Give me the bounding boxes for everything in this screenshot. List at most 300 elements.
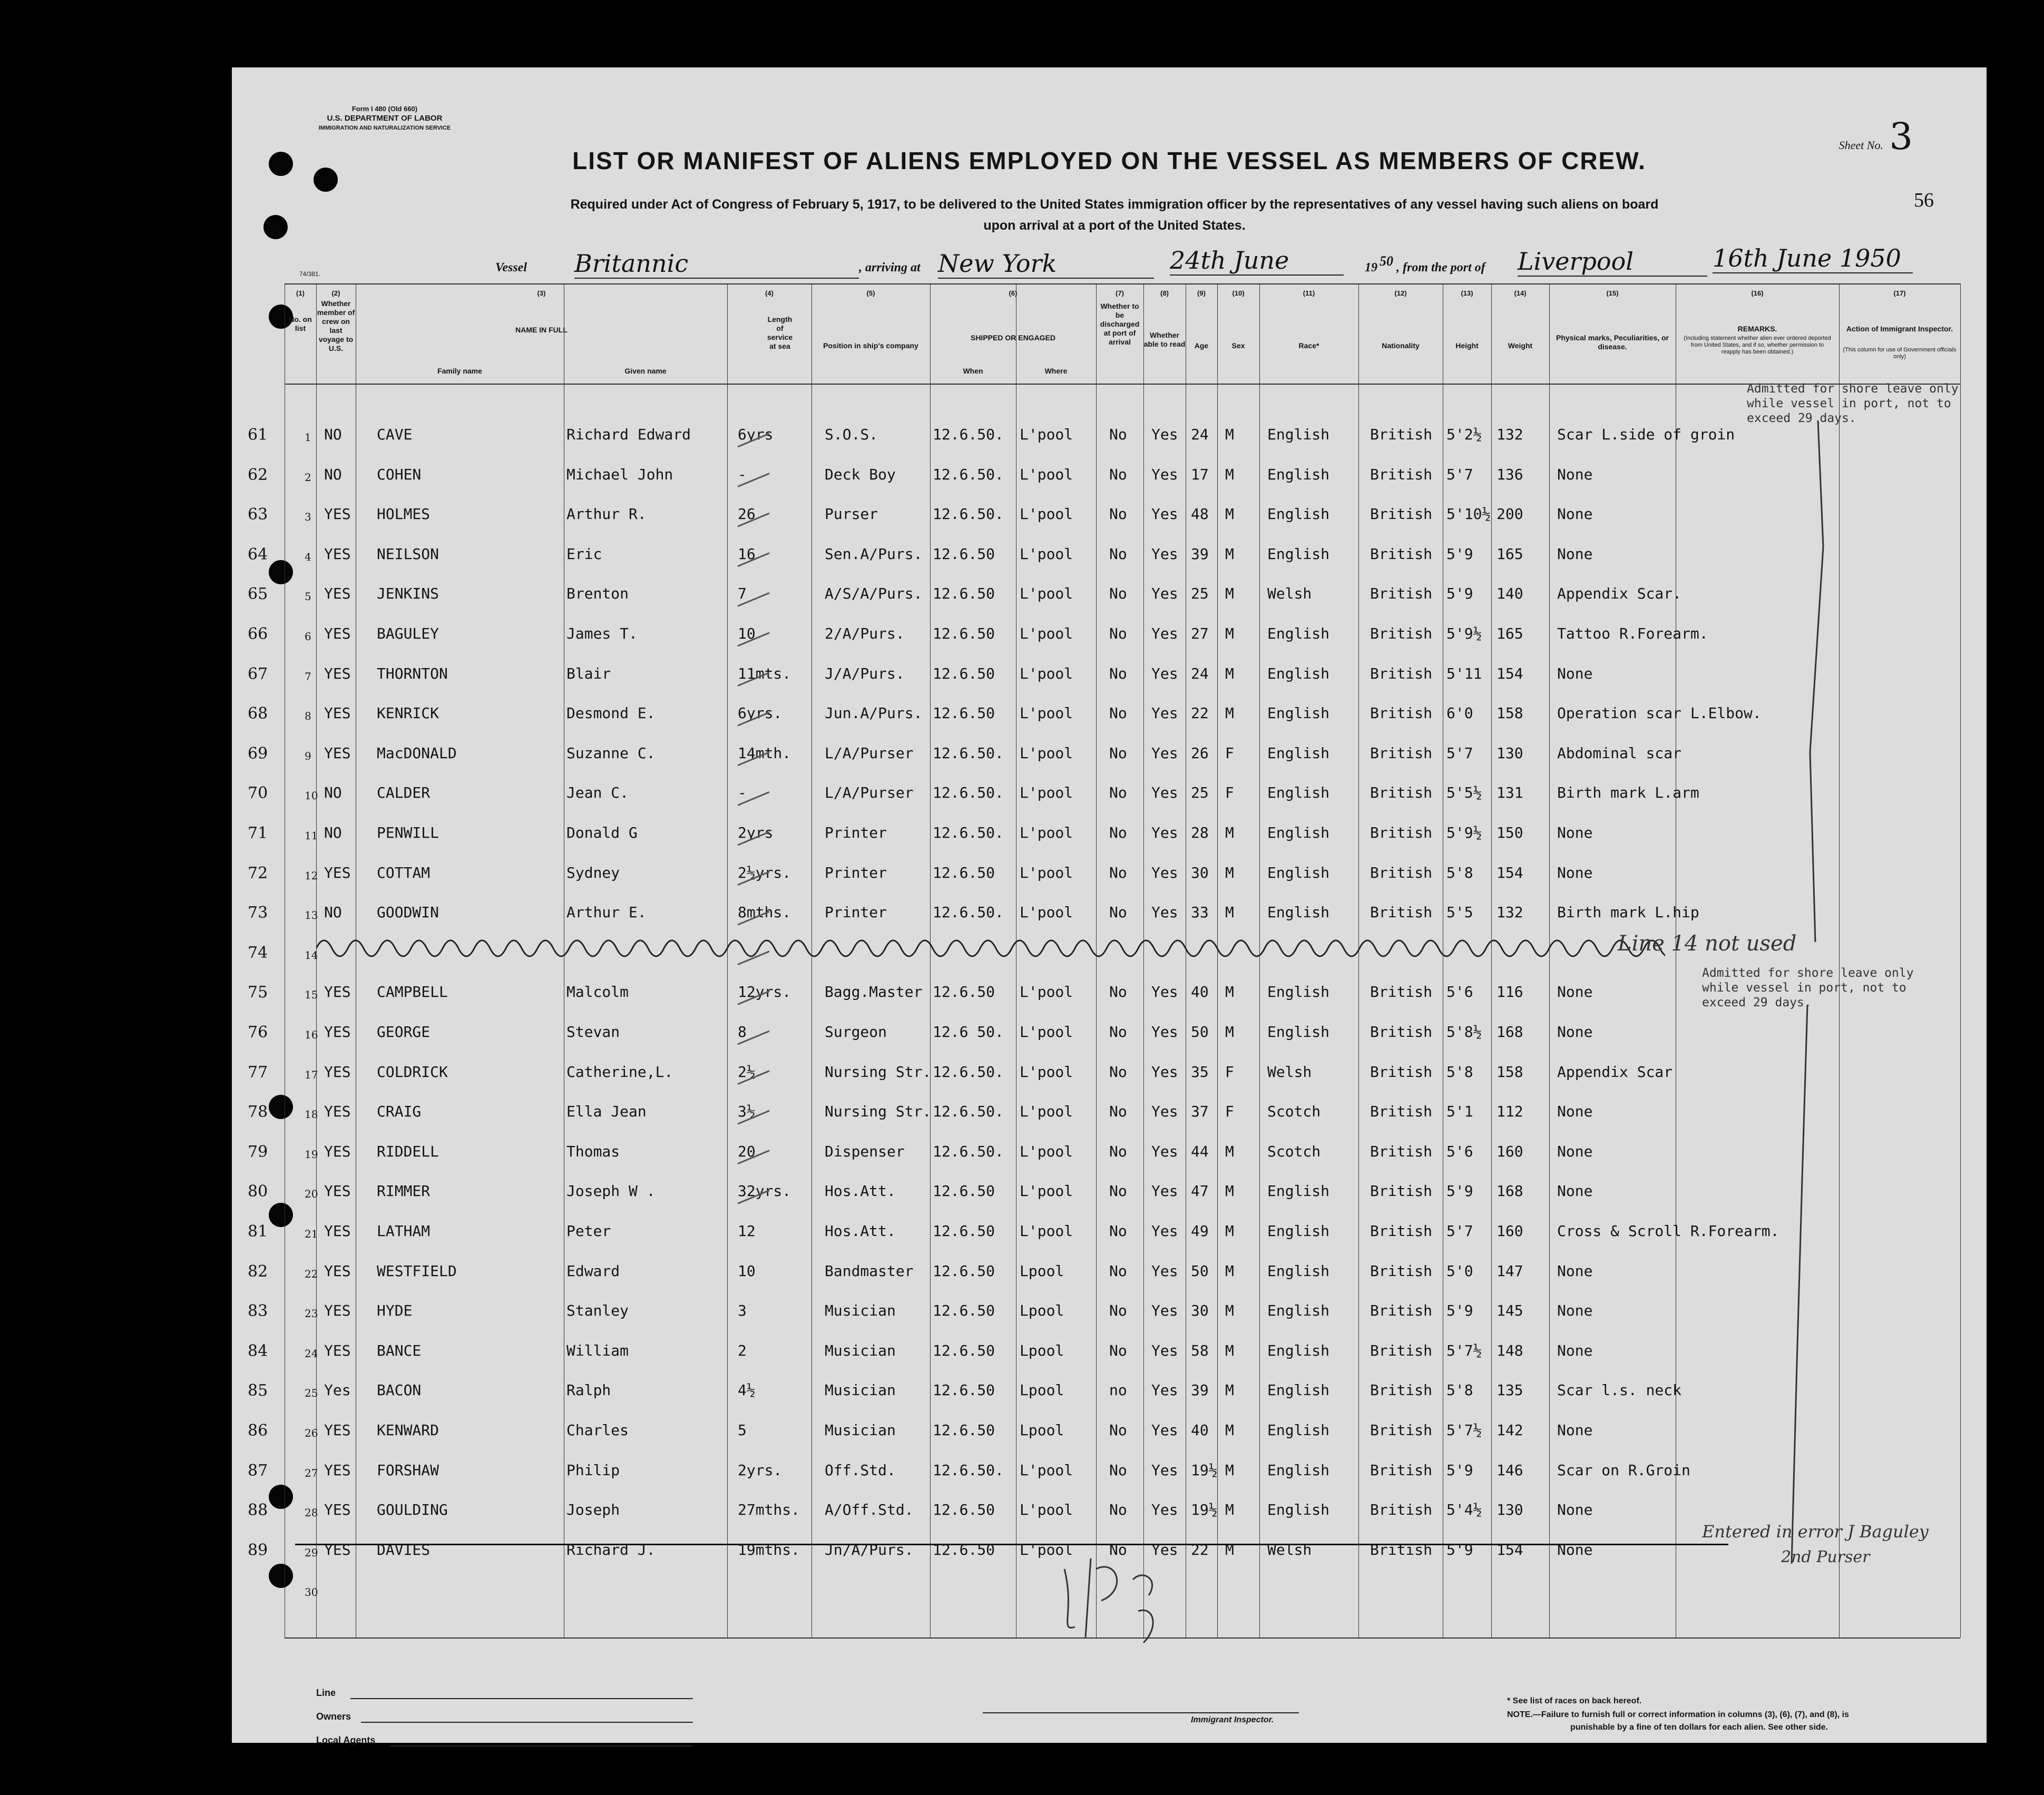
cell-sex: M [1225,465,1234,483]
col-header-when: When [963,367,983,375]
cell-age: 19½ [1191,1461,1218,1479]
cell-discharged: No [1109,426,1127,443]
cell-race: English [1267,1262,1330,1280]
cell-age: 37 [1191,1103,1209,1121]
cell-where: L'pool [1020,664,1073,682]
cell-discharged: No [1109,664,1127,682]
cell-given: Joseph [566,1501,620,1519]
col-num-9: (9) [1197,289,1206,297]
cell-position: J/A/Purs. [825,664,905,682]
cell-height: 5'6 [1446,1142,1473,1160]
cell-height: 5'7 [1446,465,1473,483]
cell-family: CAMPBELL [377,983,448,1001]
cell-prev: NO [324,426,342,443]
cell-age: 58 [1191,1341,1209,1359]
cell-marks: None [1557,1541,1593,1558]
check-mark [738,1031,769,1044]
table-row [232,625,1987,662]
cell-nationality: British [1370,545,1433,563]
cell-family: PENWILL [377,824,439,841]
cell-prev: YES [324,1063,351,1081]
service: IMMIGRATION AND NATURALIZATION SERVICE [318,125,451,131]
cell-nationality: British [1370,1182,1433,1200]
col-header-name: NAME IN FULL [515,326,568,334]
cell-race: English [1267,864,1330,881]
cell-weight: 158 [1497,704,1523,722]
cell-prev: YES [324,1341,351,1359]
cell-service: 3 [738,1302,747,1320]
table-row [232,1381,1987,1418]
col-header-previous: Whether member of crew on last voyage to U.S. [317,299,355,352]
purser-title: 2nd Purser [1781,1548,1870,1566]
cell-discharged: No [1109,1142,1127,1160]
margin-line-number: 61 [248,426,268,444]
margin-line-number: 66 [248,625,268,643]
cell-given: Richard Edward [566,426,691,443]
cell-given: Jean C. [566,784,629,802]
cell-given: Philip [566,1461,620,1479]
margin-line-number: 83 [248,1302,268,1321]
cell-where: L'pool [1020,545,1073,563]
cell-sex: M [1225,664,1234,682]
cell-marks: None [1557,1421,1593,1439]
cell-race: English [1267,664,1330,682]
row-number: 4 [305,550,311,563]
cell-given: Ralph [566,1381,611,1399]
check-mark [738,832,769,845]
cell-nationality: British [1370,465,1433,483]
cell-height: 5'8 [1446,1063,1473,1081]
check-mark [738,593,769,606]
cell-service: 27mths. [738,1501,800,1519]
col-header-family: Family name [437,367,482,375]
check-mark [738,1071,769,1084]
cell-read: Yes [1151,1262,1178,1280]
cell-where: Lpool [1020,1262,1064,1280]
cell-when: 12.6.50 [933,1381,995,1399]
cell-service: 19mths. [738,1541,800,1558]
cell-service: 5 [738,1421,747,1439]
cell-prev: YES [324,864,351,881]
cell-given: Arthur R. [566,505,647,523]
cell-given: William [566,1341,629,1359]
cell-family: BACON [377,1381,422,1399]
header-bottom-rule [285,384,1960,385]
cell-where: L'pool [1020,465,1073,483]
margin-line-number: 64 [248,545,268,564]
cell-when: 12.6.50. [933,1142,1004,1160]
form-info [306,104,464,133]
row-number: 22 [305,1267,318,1280]
year-prefix: 19 [1365,261,1377,274]
cell-position: S.O.S. [825,426,878,443]
cell-service: 32yrs. [738,1182,791,1200]
cell-prev: YES [324,1182,351,1200]
cell-service: 20 [738,1142,756,1160]
margin-line-number: 70 [248,784,268,803]
row-29-strikethrough [295,1544,1728,1545]
cell-prev: YES [324,983,351,1001]
table-row [232,864,1987,901]
cell-discharged: No [1109,864,1127,881]
cell-age: 22 [1191,704,1209,722]
cell-marks: Birth mark L.arm [1557,784,1699,802]
cell-position: Hos.Att. [825,1182,896,1200]
table-row [232,545,1987,582]
margin-line-number: 88 [248,1501,268,1520]
table-row [232,1103,1987,1140]
cell-weight: 154 [1497,664,1523,682]
unused-line-mark [316,933,1665,964]
cell-marks: None [1557,864,1593,881]
cell-nationality: British [1370,1103,1433,1121]
row-number: 16 [305,1028,318,1041]
col-num-2: (2) [331,289,340,297]
cell-discharged: No [1109,1023,1127,1041]
margin-line-number: 89 [248,1541,268,1559]
cell-discharged: No [1109,505,1127,523]
cell-marks: None [1557,1142,1593,1160]
margin-line-number: 67 [248,664,268,683]
cell-marks: Birth mark L.hip [1557,904,1699,921]
cell-marks: Abdominal scar [1557,744,1682,762]
cell-marks: None [1557,505,1593,523]
line-14-note: Line 14 not used [1618,931,1797,956]
cell-marks: Operation scar L.Elbow. [1557,704,1762,722]
service-check-marks [732,426,811,1216]
shore-leave-1-line-c: exceed 29 days. [1747,411,1856,425]
shore-leave-2-line-b: while vessel in port, not to [1702,981,1906,995]
cell-given: Stevan [566,1023,620,1041]
row-number: 6 [305,630,311,643]
cell-height: 5'10½ [1446,505,1491,523]
cell-marks: Scar L.side of groin [1557,426,1735,443]
department: U.S. DEPARTMENT OF LABOR [327,114,443,123]
cell-age: 47 [1191,1182,1209,1200]
cell-weight: 160 [1497,1142,1523,1160]
cell-where: Lpool [1020,1341,1064,1359]
table-row [232,1302,1987,1339]
vessel-line [232,244,1987,281]
cell-read: Yes [1151,1222,1178,1240]
cell-read: Yes [1151,1302,1178,1320]
cell-family: CALDER [377,784,431,802]
cell-discharged: No [1109,1501,1127,1519]
cell-position: Musician [825,1421,896,1439]
cell-read: Yes [1151,465,1178,483]
cell-when: 12.6.50 [933,704,995,722]
cell-position: Printer [825,864,887,881]
cell-when: 12.6.50. [933,1063,1004,1081]
cell-height: 5'7 [1446,1222,1473,1240]
col-header-no: No. on list [289,315,312,332]
cell-given: Donald G [566,824,638,841]
cell-where: L'pool [1020,1541,1073,1558]
col-header-service: Length of service at sea [767,315,793,350]
cell-marks: None [1557,1302,1593,1320]
sheet-number-value: 3 [1889,115,1913,158]
cell-read: Yes [1151,1103,1178,1121]
cell-service: 12 [738,1222,756,1240]
cell-discharged: No [1109,904,1127,921]
cell-read: Yes [1151,1461,1178,1479]
cell-nationality: British [1370,784,1433,802]
row-number: 9 [305,749,311,762]
cell-nationality: British [1370,1262,1433,1280]
cell-age: 40 [1191,1421,1209,1439]
cell-when: 12.6.50. [933,784,1004,802]
cell-age: 39 [1191,545,1209,563]
inspector-rule [983,1712,1299,1713]
shore-leave-1-line-a: Admitted for shore leave only [1747,382,1959,396]
cell-sex: M [1225,1222,1234,1240]
cell-read: Yes [1151,625,1178,642]
row-number: 25 [305,1387,318,1400]
col-num-15: (15) [1606,289,1619,297]
cell-prev: YES [324,1501,351,1519]
cell-when: 12.6.50 [933,1222,995,1240]
cell-position: Bandmaster [825,1262,914,1280]
cell-read: Yes [1151,1341,1178,1359]
cell-marks: Scar on R.Groin [1557,1461,1690,1479]
cell-position: Purser [825,505,878,523]
cell-height: 5'2½ [1446,426,1482,443]
cell-discharged: No [1109,1341,1127,1359]
cell-when: 12.6.50. [933,505,1004,523]
cell-sex: M [1225,625,1234,642]
cell-race: English [1267,784,1330,802]
cell-race: Welsh [1267,1063,1312,1081]
cell-age: 33 [1191,904,1209,921]
cell-service: 8mths. [738,904,791,921]
cell-discharged: No [1109,744,1127,762]
punch-hole [269,152,293,176]
cell-weight: 135 [1497,1381,1523,1399]
cell-race: English [1267,1501,1330,1519]
footer-agents-label: Local Agents [316,1735,376,1745]
cell-sex: M [1225,1461,1234,1479]
cell-read: Yes [1151,505,1178,523]
cell-weight: 131 [1497,784,1523,802]
col-header-action: Action of Immigrant Inspector. [1846,325,1953,333]
cell-when: 12.6.50 [933,864,995,881]
cell-where: L'pool [1020,904,1073,921]
cell-service: 2½yrs. [738,864,791,881]
cell-read: Yes [1151,1063,1178,1081]
cell-race: English [1267,465,1330,483]
cell-service: 14mth. [738,744,791,762]
from-port: Liverpool [1518,247,1707,277]
cell-prev: YES [324,625,351,642]
col-num-3: (3) [537,289,546,297]
cell-position: Deck Boy [825,465,896,483]
cell-nationality: British [1370,1142,1433,1160]
cell-weight: 116 [1497,983,1523,1001]
cell-when: 12.6.50. [933,465,1004,483]
col-header-given: Given name [624,367,667,375]
cell-height: 5'9 [1446,1302,1473,1320]
arrival-port: New York [938,249,1154,279]
cell-marks: None [1557,1341,1593,1359]
cell-prev: YES [324,1421,351,1439]
cell-race: English [1267,824,1330,841]
cell-discharged: no [1109,1381,1127,1399]
col-num-12: (12) [1394,289,1407,297]
cell-marks: None [1557,465,1593,483]
cell-nationality: British [1370,625,1433,642]
cell-family: NEILSON [377,545,439,563]
cell-family: DAVIES [377,1541,431,1558]
cell-service: 6yrs [738,426,774,443]
cell-race: English [1267,1023,1330,1041]
cell-sex: M [1225,505,1234,523]
row-number: 3 [305,511,311,524]
cell-prev: YES [324,1222,351,1240]
cell-where: L'pool [1020,1222,1073,1240]
cell-weight: 148 [1497,1341,1523,1359]
cell-position: A/S/A/Purs. [825,585,923,603]
cell-prev: YES [324,1142,351,1160]
cell-weight: 150 [1497,824,1523,841]
cell-age: 26 [1191,744,1209,762]
margin-line-number: 76 [248,1023,268,1042]
cell-family: KENWARD [377,1421,439,1439]
cell-when: 12.6.50. [933,1461,1004,1479]
cell-height: 5'5 [1446,904,1473,921]
cell-sex: M [1225,704,1234,722]
cell-sex: F [1225,744,1234,762]
cell-service: 4½ [738,1381,756,1399]
cell-where: L'pool [1020,1182,1073,1200]
check-mark [738,952,769,965]
cell-discharged: No [1109,1461,1127,1479]
check-mark [738,991,769,1004]
cell-height: 5'9 [1446,1541,1473,1558]
cell-weight: 136 [1497,465,1523,483]
margin-line-number: 82 [248,1262,268,1281]
cell-prev: YES [324,704,351,722]
cell-nationality: British [1370,1541,1433,1558]
cell-height: 5'9½ [1446,625,1482,642]
margin-line-number: 81 [248,1222,268,1241]
row-number: 24 [305,1347,318,1360]
cell-where: Lpool [1020,1302,1064,1320]
cell-nationality: British [1370,1023,1433,1041]
footer-owners-rule [361,1722,693,1723]
cell-service: 2yrs. [738,1461,783,1479]
cell-age: 48 [1191,505,1209,523]
cell-read: Yes [1151,824,1178,841]
cell-age: 35 [1191,1063,1209,1081]
cell-when: 12.6.50 [933,1182,995,1200]
cell-given: Brenton [566,585,629,603]
cell-age: 24 [1191,664,1209,682]
row-number: 12 [305,869,318,882]
cell-where: L'pool [1020,426,1073,443]
cell-read: Yes [1151,1501,1178,1519]
cell-read: Yes [1151,904,1178,921]
table-row [232,1182,1987,1219]
cell-sex: M [1225,1302,1234,1320]
margin-line-number: 65 [248,585,268,604]
cell-weight: 146 [1497,1461,1523,1479]
cell-service: - [738,465,747,483]
cell-read: Yes [1151,664,1178,682]
cell-sex: M [1225,824,1234,841]
cell-family: RIMMER [377,1182,431,1200]
cell-height: 5'7 [1446,744,1473,762]
margin-line-number: 72 [248,864,268,882]
cell-height: 5'8 [1446,1381,1473,1399]
cell-nationality: British [1370,1381,1433,1399]
cell-where: L'pool [1020,1461,1073,1479]
cell-position: Musician [825,1302,896,1320]
cell-position: Musician [825,1381,896,1399]
cell-prev: YES [324,1302,351,1320]
cell-marks: None [1557,1182,1593,1200]
row-number: 11 [305,829,318,842]
margin-line-number: 78 [248,1103,268,1122]
punch-hole [314,168,338,192]
cell-sex: M [1225,983,1234,1001]
cell-nationality: British [1370,426,1433,443]
row-number: 30 [305,1586,318,1599]
cell-sex: M [1225,545,1234,563]
check-mark [738,1190,769,1203]
inspector-signature [1054,1548,1191,1653]
table-row [232,426,1987,463]
cell-discharged: No [1109,465,1127,483]
cell-race: Welsh [1267,1541,1312,1558]
margin-line-number: 71 [248,824,268,842]
cell-family: KENRICK [377,704,439,722]
cell-age: 25 [1191,784,1209,802]
cell-read: Yes [1151,864,1178,881]
cell-position: Sen.A/Purs. [825,545,923,563]
cell-discharged: No [1109,1541,1127,1558]
cell-prev: YES [324,1541,351,1558]
cell-age: 25 [1191,585,1209,603]
cell-sex: F [1225,784,1234,802]
cell-nationality: British [1370,1222,1433,1240]
footer-note-3: punishable by a fine of ten dollars for each alien. See other side. [1570,1723,1828,1732]
row-number: 7 [305,670,311,683]
cell-when: 12.6.50 [933,545,995,563]
cell-service: 3½ [738,1103,756,1121]
cell-discharged: No [1109,1182,1127,1200]
margin-line-number: 75 [248,983,268,1002]
cell-family: CRAIG [377,1103,422,1121]
footer-agents-rule [390,1745,693,1747]
cell-read: Yes [1151,1182,1178,1200]
cell-read: Yes [1151,704,1178,722]
cell-position: L/A/Purser [825,784,914,802]
cell-service: - [738,784,747,802]
cell-service: 11mts. [738,664,791,682]
cell-when: 12.6.50. [933,824,1004,841]
vessel-label: Vessel [495,261,527,274]
cell-discharged: No [1109,545,1127,563]
check-mark [738,1151,769,1164]
check-mark [738,911,769,925]
cell-position: A/Off.Std. [825,1501,914,1519]
cell-when: 12.6.50 [933,1302,995,1320]
cell-given: Desmond E. [566,704,656,722]
form-number: Form I 480 (Old 660) [351,105,418,113]
cell-discharged: No [1109,1063,1127,1081]
cell-when: 12.6.50 [933,625,995,642]
cell-when: 12.6.50. [933,744,1004,762]
